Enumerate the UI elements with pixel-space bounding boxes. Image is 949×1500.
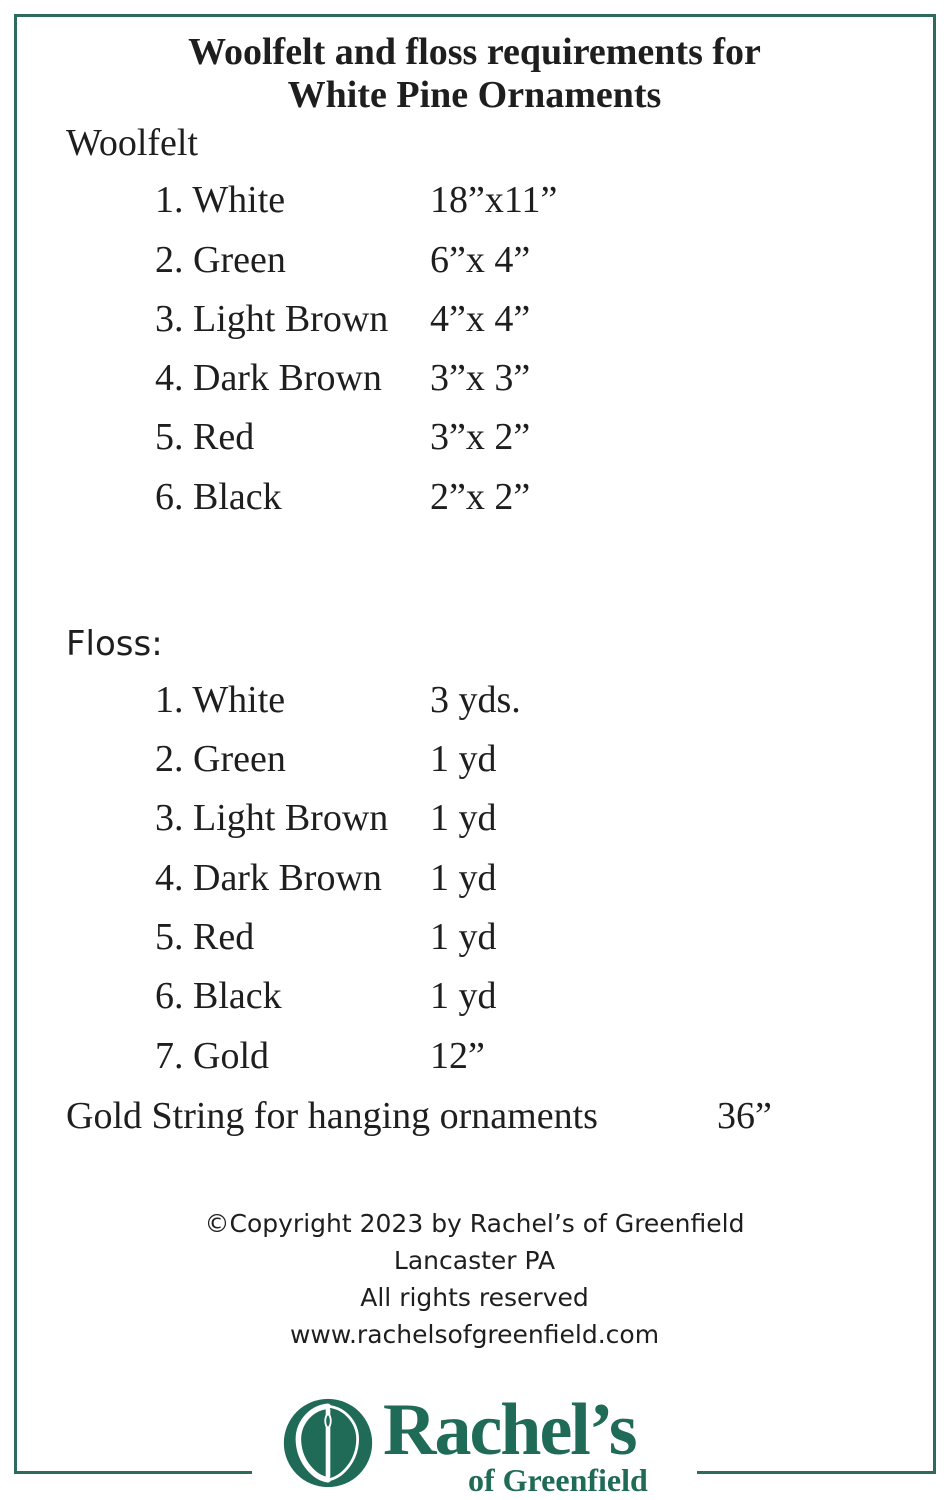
floss-item-amount: 1 yd [430,797,497,839]
woolfelt-item-name: 4. Dark Brown [155,357,382,399]
page-title-line-1: Woolfelt and floss requirements for [188,31,761,73]
page-title-line-2: White Pine Ornaments [287,74,662,116]
gold-string-label: Gold String for hanging ornaments [66,1095,598,1137]
frame-top-border [14,14,936,17]
woolfelt-item-amount: 6”x 4” [430,239,531,281]
floss-item [0,677,949,727]
woolfelt-item [0,177,949,227]
frame-bottom-border-right [697,1471,936,1474]
woolfelt-item-name: 1. White [155,179,286,221]
frame-bottom-border-left [14,1471,252,1474]
brand-logo [282,1389,682,1500]
floss-item-name: 3. Light Brown [155,797,389,839]
floss-item-amount: 3 yds. [430,679,521,721]
floss-item-name: 7. Gold [155,1035,269,1077]
floss-item [0,973,949,1023]
floss-item-amount: 1 yd [430,738,497,780]
woolfelt-item-name: 2. Green [155,239,286,281]
woolfelt-heading: Woolfelt [66,122,199,164]
floss-item [0,795,949,845]
woolfelt-item-amount: 3”x 3” [430,357,531,399]
gold-string-row [0,1093,949,1143]
floss-item-name: 2. Green [155,738,286,780]
woolfelt-item [0,237,949,287]
gold-string-amount: 36” [717,1095,772,1137]
floss-item-amount: 1 yd [430,916,497,958]
woolfelt-item-amount: 2”x 2” [430,476,531,518]
floss-item-name: 5. Red [155,916,255,958]
floss-item-name: 6. Black [155,975,282,1017]
copyright-location: Lancaster PA [393,1246,556,1275]
woolfelt-item [0,414,949,464]
floss-item [0,914,949,964]
woolfelt-item-amount: 3”x 2” [430,416,531,458]
floss-item [0,855,949,905]
woolfelt-item [0,355,949,405]
woolfelt-item-name: 3. Light Brown [155,298,389,340]
logo-tagline: of Greenfield [468,1462,648,1498]
floss-item-name: 4. Dark Brown [155,857,382,899]
floss-item [0,1033,949,1083]
floss-heading: Floss: [66,624,163,664]
logo-wordmark: Rachel’s [383,1389,636,1471]
woolfelt-item-amount: 4”x 4” [430,298,531,340]
spool-needle-logo-icon [282,1397,374,1489]
floss-item-amount: 1 yd [430,857,497,899]
website-url: www.rachelsofgreenfield.com [289,1320,660,1349]
floss-item-amount: 12” [430,1035,485,1077]
floss-item-name: 1. White [155,679,286,721]
woolfelt-item-name: 5. Red [155,416,255,458]
copyright-rights: All rights reserved [360,1283,589,1312]
woolfelt-item-name: 6. Black [155,476,282,518]
woolfelt-item [0,474,949,524]
floss-item [0,736,949,786]
copyright-notice: ©Copyright 2023 by Rachel’s of Greenfield [204,1209,745,1238]
woolfelt-item [0,296,949,346]
woolfelt-item-amount: 18”x11” [430,179,558,221]
floss-item-amount: 1 yd [430,975,497,1017]
